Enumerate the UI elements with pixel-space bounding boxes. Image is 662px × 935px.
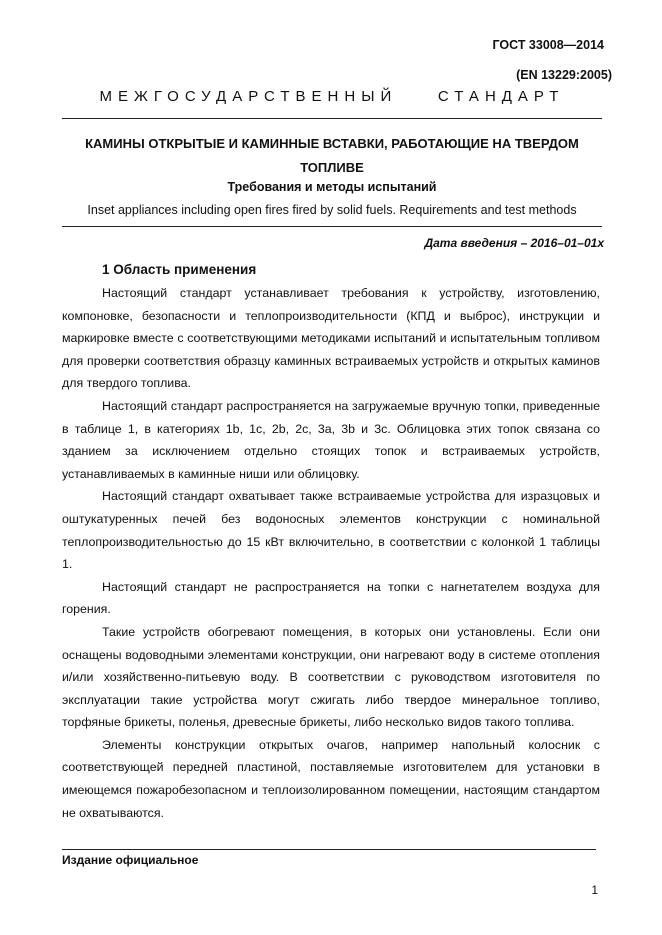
footer-divider — [62, 849, 596, 850]
en-standard-code: (EN 13229:2005) — [516, 68, 612, 82]
paragraph: Настоящий стандарт охватывает также встраиваемые устройства для изразцовых и оштукатуренных печей без водоносных элементов конструкции с номинальной теплопроизводительностью до 15 кВт включительно, в соответствии с колонкой 1 таблицы 1. — [62, 489, 600, 572]
header-divider — [62, 118, 602, 119]
document-code: ГОСТ 33008—2014 — [492, 38, 604, 52]
paragraph: Настоящий стандарт распространяется на загружаемые вручную топки, приведенные в таблице 1, в категориях 1b, 1c, 2b, 2c, 3a, 3b и 3c. Облицовка этих топок связана со зданием за исключением отдельно стоящих топок и встраиваемых устройств, устанавливаемых в каминные ниши или облицовку. — [62, 398, 600, 481]
standard-banner: МЕЖГОСУДАРСТВЕННЫЙ СТАНДАРТ — [99, 88, 565, 105]
effective-date: Дата введения – 2016–01–01х — [424, 236, 604, 250]
section-body — [62, 282, 600, 824]
english-title: Inset appliances including open fires fired by solid fuels. Requirements and test methods — [87, 203, 577, 217]
page-number: 1 — [591, 883, 598, 897]
paragraph: Настоящий стандарт устанавливает требования к устройству, изготовлению, компоновке, безопасности и теплопроизводительности (КПД и выброс), инструкции и маркировке вместе с соответствующими методиками испытаний и испытательным топливом для проверки соответствия образцу каминных встраиваемых устройств и открытых каминов для твердого топлива. — [62, 286, 600, 391]
section-heading: 1 Область применения — [102, 262, 257, 277]
paragraph: Настоящий стандарт не распространяется на топки с нагнетателем воздуха для горения. — [62, 579, 600, 617]
paragraph: Такие устройств обогревают помещения, в которых они установлены. Если они оснащены водоводными элементами конструкции, они нагревают воду в системе отопления и/или хозяйственно-питьевую воду. В соответствии с руководством изготовителя по эксплуатации такие устройства могут сжигать либо твердое минеральное топливо, торфяные брикеты, поленья, древесные брикеты, либо несколько видов такого топлива. — [62, 624, 600, 730]
document-title: КАМИНЫ ОТКРЫТЫЕ И КАМИННЫЕ ВСТАВКИ, РАБОТАЮЩИЕ НА ТВЕРДОМ ТОПЛИВЕ — [85, 136, 579, 175]
paragraph: Элементы конструкции открытых очагов, например напольный колосник с соответствующей передней пластиной, поставляемые изготовителем для установки в имеющемся пожаробезопасном и теплоизолированном помещении, настоящим стандартом не охватываются. — [62, 737, 600, 820]
title-divider — [62, 226, 602, 227]
edition-label: Издание официальное — [62, 853, 199, 867]
document-subtitle: Требования и методы испытаний — [227, 180, 437, 194]
